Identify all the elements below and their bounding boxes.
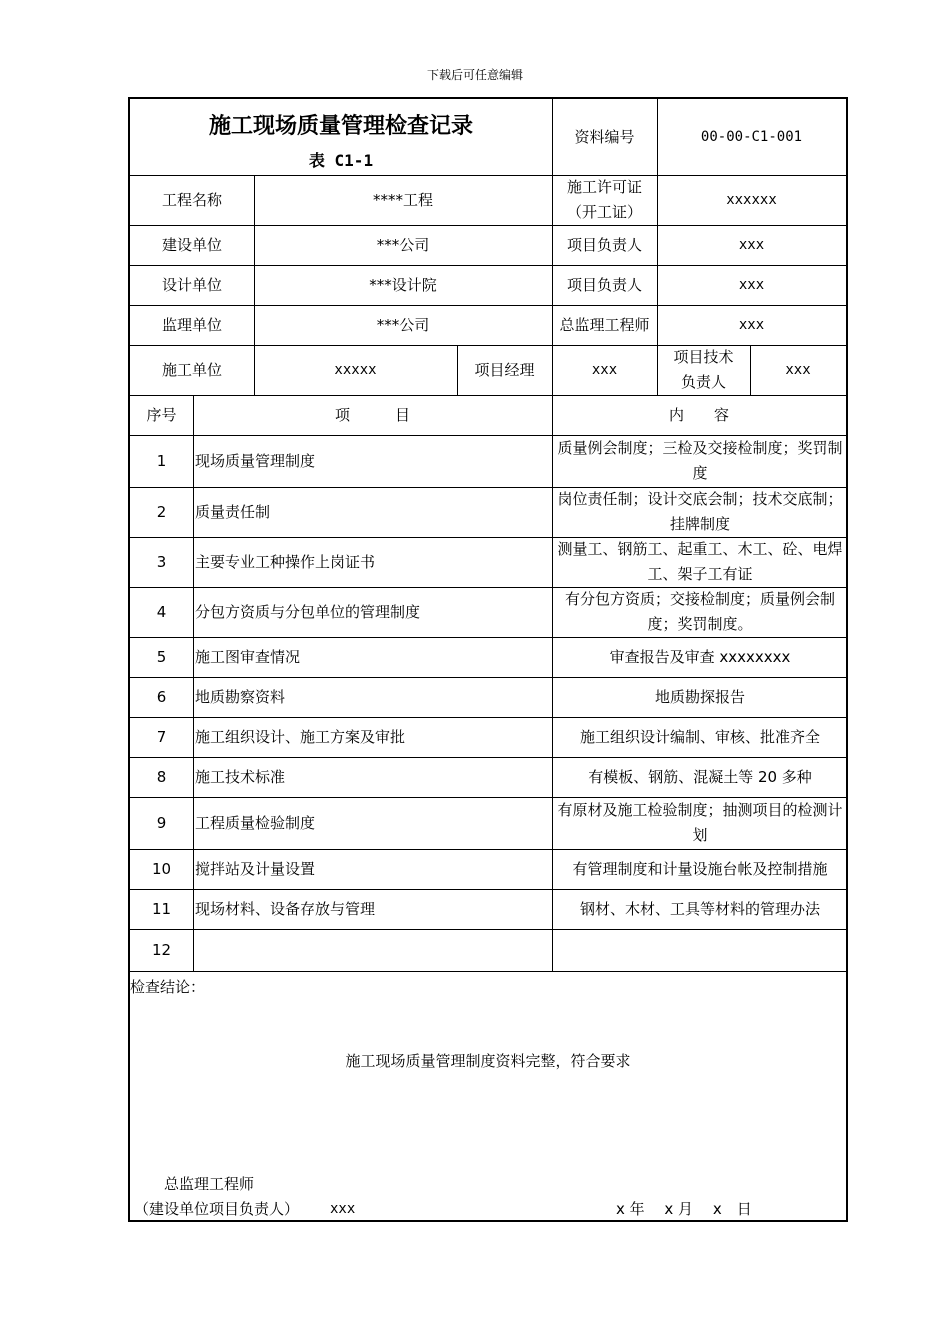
column-header-no: 序号: [146, 405, 177, 424]
row-item: 施工组织设计、施工方案及审批: [195, 727, 406, 746]
row-item: 施工图审查情况: [195, 647, 301, 666]
row-item: 质量责任制: [195, 502, 271, 521]
form-title: 施工现场质量管理检查记录: [208, 113, 473, 139]
chief-supervisor-label: 总监理工程师: [559, 315, 650, 334]
row-item: 地质勘察资料: [195, 687, 286, 706]
signer-name: xxx: [330, 1200, 356, 1217]
row-number: 11: [151, 899, 172, 918]
owner-lead-label: 项目负责人: [566, 235, 642, 254]
supervision-label: 监理单位: [161, 315, 222, 334]
row-content: 施工组织设计编制、审核、批准齐全: [579, 727, 820, 746]
row-number: 4: [156, 602, 167, 621]
design-value: ***设计院: [369, 275, 437, 294]
row-item: 施工技术标准: [195, 767, 286, 786]
column-header-content: 内 容: [668, 405, 729, 424]
design-lead-value: xxx: [738, 276, 765, 293]
chief-supervisor-value: xxx: [738, 316, 765, 333]
row-item: 搅拌站及计量设置: [195, 859, 316, 878]
row-number: 12: [151, 940, 172, 959]
design-lead-label: 项目负责人: [566, 275, 642, 294]
row-content: [556, 929, 844, 971]
row-item: [195, 929, 550, 971]
row-content: 地质勘探报告: [654, 687, 745, 706]
row-number: 1: [156, 451, 167, 470]
row-number: 9: [156, 813, 167, 832]
row-content: 钢材、木材、工具等材料的管理办法: [579, 899, 820, 918]
row-content: 岗位责任制；设计交底会制；技术交底制；挂牌制度: [557, 490, 843, 533]
permit-label: 施工许可证 （开工证）: [566, 178, 642, 221]
contractor-label: 施工单位: [161, 360, 222, 379]
pm-label: 项目经理: [474, 360, 535, 379]
signer-title: 总监理工程师: [164, 1174, 255, 1193]
row-number: 2: [156, 502, 167, 521]
row-content: 有管理制度和计量设施台帐及控制措施: [572, 859, 828, 878]
row-number: 6: [156, 687, 167, 706]
project-name-value: ****工程: [372, 190, 433, 209]
conclusion-text: 施工现场质量管理制度资料完整，符合要求: [345, 1051, 631, 1070]
row-content: 有模板、钢筋、混凝土等 20 多种: [588, 767, 812, 786]
row-number: 10: [151, 859, 172, 878]
row-item: 工程质量检验制度: [195, 813, 316, 832]
supervision-value: ***公司: [376, 315, 430, 334]
tech-lead-label: 项目技术 负责人: [673, 348, 734, 391]
row-number: 8: [156, 767, 167, 786]
contractor-value: xxxxx: [334, 361, 377, 378]
row-content: 测量工、钢筋工、起重工、木工、砼、电焊工、架子工有证: [557, 540, 843, 583]
row-item: 现场材料、设备存放与管理: [195, 899, 376, 918]
owner-value: ***公司: [376, 235, 430, 254]
column-header-item: 项 目: [334, 405, 410, 424]
form-code: 表 C1-1: [308, 150, 374, 170]
page-note: 下载后可任意编辑: [426, 68, 523, 82]
row-content: 有分包方资质；交接检制度；质量例会制度；奖罚制度。: [564, 590, 835, 633]
owner-label: 建设单位: [161, 235, 222, 254]
row-item: 分包方资质与分包单位的管理制度: [195, 602, 421, 621]
row-content: 有原材及施工检验制度；抽测项目的检测计划: [557, 801, 843, 844]
sign-date: x 年 x 月 x 日: [616, 1199, 752, 1218]
doc-no-label: 资料编号: [574, 127, 635, 146]
permit-value: xxxxxx: [726, 191, 777, 208]
row-item: 现场质量管理制度: [195, 451, 316, 470]
row-item: 主要专业工种操作上岗证书: [195, 552, 376, 571]
owner-lead-value: xxx: [738, 236, 765, 253]
inspection-form: [128, 97, 848, 1222]
pm-value: xxx: [591, 361, 618, 378]
design-label: 设计单位: [161, 275, 222, 294]
tech-lead-value: xxx: [785, 361, 811, 378]
row-number: 3: [156, 552, 167, 571]
row-content: 审查报告及审查 xxxxxxxx: [609, 647, 791, 666]
signer-subtitle: （建设单位项目负责人）: [134, 1199, 300, 1218]
project-name-label: 工程名称: [161, 190, 222, 209]
row-number: 5: [156, 647, 167, 666]
row-content: 质量例会制度；三检及交接检制度；奖罚制度: [557, 439, 843, 482]
row-number: 7: [156, 727, 167, 746]
conclusion-label: 检查结论：: [130, 977, 206, 996]
doc-no-value: 00-00-C1-001: [700, 128, 803, 145]
